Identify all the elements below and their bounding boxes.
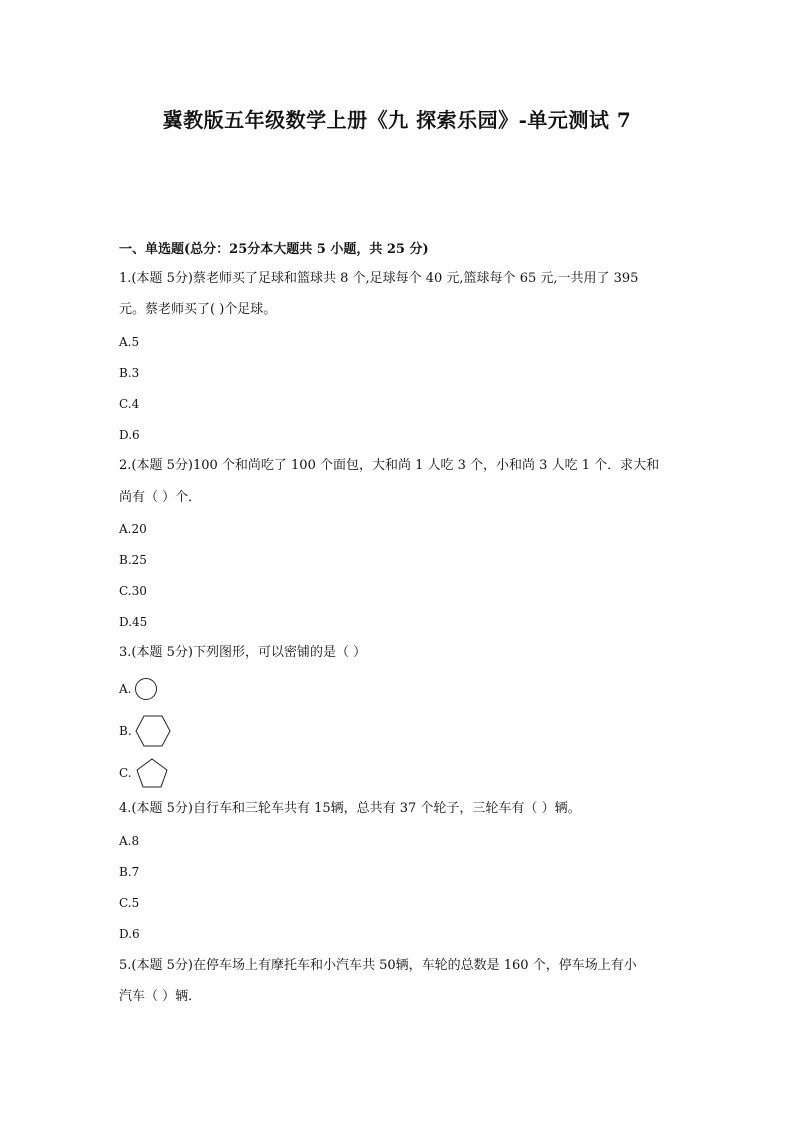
page-title: 冀教版五年级数学上册《九 探索乐园》-单元测试 7 (162, 108, 632, 132)
question-2-text-line-2: 尚有（ ）个． (119, 490, 202, 505)
option-label: B. (119, 724, 132, 738)
question-2-text-line-1: 2.(本题 5分)100 个和尚吃了 100 个面包，大和尚 1 人吃 3 个，小和尚 3 人吃 1 个．求大和 (119, 458, 660, 473)
pentagon-icon (134, 757, 170, 789)
section-heading: 一、单选题(总分：25分本大题共 5 小题，共 25 分) (119, 242, 429, 257)
question-4-option-b: B.7 (119, 865, 140, 879)
question-1-text-line-1: 1.(本题 5分)蔡老师买了足球和篮球共 8 个,足球每个 40 元,篮球每个 65 元,一共用了 395 (119, 271, 639, 286)
question-1-text-line-2: 元。蔡老师买了( )个足球。 (119, 302, 277, 317)
question-2-option-c: C.30 (119, 584, 147, 598)
question-2-option-d: D.45 (119, 615, 148, 629)
question-1-option-b: B.3 (119, 366, 140, 380)
option-label: C. (119, 766, 132, 780)
question-5-text-line-2: 汽车（ ）辆． (119, 989, 202, 1004)
question-5-text-line-1: 5.(本题 5分)在停车场上有摩托车和小汽车共 50辆，车轮的总数是 160 个，停车场上有小 (119, 958, 637, 973)
option-label: A. (119, 682, 132, 696)
question-4-option-c: C.5 (119, 896, 140, 910)
question-2-option-b: B.25 (119, 553, 147, 567)
question-4-text-line-1: 4.(本题 5分)自行车和三轮车共有 15辆，总共有 37 个轮子，三轮车有（ ）辆。 (119, 801, 581, 816)
question-4-option-a: A.8 (119, 834, 140, 848)
circle-icon (133, 677, 159, 701)
question-3-option-a (119, 677, 159, 701)
question-3-option-b (119, 714, 172, 748)
question-4-option-d: D.6 (119, 927, 140, 941)
question-1-option-d: D.6 (119, 428, 140, 442)
question-1-option-a: A.5 (119, 335, 140, 349)
question-3-option-c (119, 757, 170, 789)
question-3-text-line-1: 3.(本题 5分)下列图形，可以密铺的是（ ） (119, 645, 367, 660)
question-2-option-a: A.20 (119, 522, 147, 536)
question-1-option-c: C.4 (119, 397, 140, 411)
hexagon-icon (134, 714, 172, 748)
